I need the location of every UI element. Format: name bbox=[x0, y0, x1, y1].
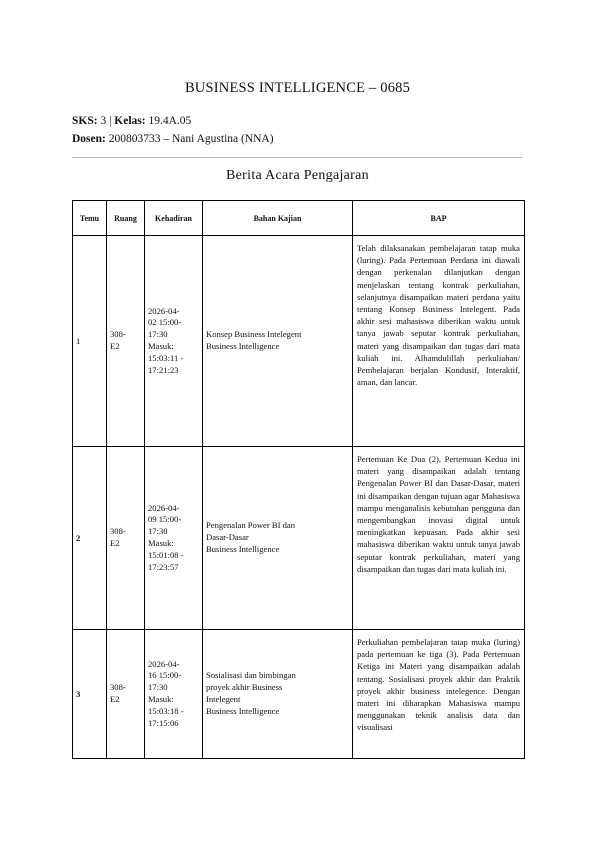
header-bap: BAP bbox=[353, 201, 525, 236]
temu-cell: 1 bbox=[73, 236, 107, 447]
bahan-kajian-cell bbox=[203, 447, 353, 630]
section-title: Berita Acara Pengajaran bbox=[226, 168, 369, 183]
bahan-line: Konsep Business Intelegent bbox=[206, 329, 302, 340]
kehadiran-line: 17:30 bbox=[148, 526, 168, 537]
kehadiran-cell bbox=[145, 236, 203, 447]
bap-cell: Telah dilaksanakan pembelajaran tatap muka (luring). Pada Pertemuan Perdana ini diawali dengan perkenalan dilanjutkan dengan menjelaskan tentang kontrak perkuliahan, selanjutnya disampaikan materi perdana yaitu tentang Konsep Business Intelegent. Pada akhir sesi mahasiswa diberikan waktu untuk tanya jawab seputar kontrak perkuliahan, materi yang disampaikan dan tugas dari mata kuliah ini. Alhamdulillah perkuliahan/ Pembelajaran berjalan Kondusif, Interaktif, aman, dan lancar. bbox=[353, 236, 525, 447]
bahan-line: Dasar-Dasar bbox=[206, 532, 249, 543]
bahan-line: proyek akhir Business bbox=[206, 682, 283, 693]
kehadiran-cell bbox=[145, 447, 203, 630]
ruang-line: 308- bbox=[110, 526, 126, 537]
dosen-label: Dosen: bbox=[72, 133, 106, 145]
kehadiran-line: Masuk: bbox=[148, 341, 174, 351]
kehadiran-line: 02 15:00- bbox=[148, 317, 182, 328]
kelas-value: 19.4A.05 bbox=[148, 115, 192, 127]
kehadiran-line: 09 15:00- bbox=[148, 514, 182, 525]
temu-cell: 3 bbox=[73, 630, 107, 759]
header-kehadiran: Kehadiran bbox=[145, 201, 203, 236]
bap-cell: Perkuliahan pembelajaran tatap muka (luring) pada pertemuan ke tiga (3). Pada Pertemuan Ketiga ini Materi yang disampaikan adalah tentang. Sosialisasi proyek akhir dan Praktik proyek akhir business intelegence. Dengan materi ini diharapkan Mahasiswa mampu menggunakan teknik analisis data dan visualisasi bbox=[353, 630, 525, 759]
ruang-cell bbox=[107, 236, 145, 447]
ruang-line: 308- bbox=[110, 329, 126, 340]
temu-cell: 2 bbox=[73, 447, 107, 630]
table-row bbox=[73, 630, 525, 759]
ruang-line: E2 bbox=[110, 538, 120, 548]
header-ruang: Ruang bbox=[107, 201, 145, 236]
kehadiran-line: Masuk: bbox=[148, 538, 174, 548]
bahan-kajian-cell bbox=[203, 630, 353, 759]
bahan-line: Sosialisasi dan bimbingan bbox=[206, 670, 296, 681]
kehadiran-line: 2026-04- bbox=[148, 658, 180, 669]
bahan-line: Business Intelligence bbox=[206, 543, 280, 554]
table-row bbox=[73, 447, 525, 630]
divider bbox=[72, 157, 523, 158]
ruang-line: 308- bbox=[110, 682, 126, 693]
kehadiran-line: 2026-04- bbox=[148, 502, 180, 513]
kehadiran-cell bbox=[145, 630, 203, 759]
bahan-line: Pengenalan Power BI dan bbox=[206, 520, 296, 531]
kehadiran-line: 2026-04- bbox=[148, 305, 180, 316]
header-bahan-kajian: Bahan Kajian bbox=[203, 201, 353, 236]
header-temu: Temu bbox=[73, 201, 107, 236]
kelas-label: Kelas: bbox=[114, 115, 146, 127]
kehadiran-line: 17:21:23 bbox=[148, 364, 179, 375]
ruang-cell bbox=[107, 630, 145, 759]
kehadiran-line: 17:30 bbox=[148, 682, 168, 693]
bap-table bbox=[72, 200, 525, 759]
ruang-line: E2 bbox=[110, 694, 120, 704]
bahan-line: Business Intelligence bbox=[206, 705, 280, 716]
kehadiran-line: 16 15:00- bbox=[148, 670, 182, 681]
kehadiran-line: 17:23:57 bbox=[148, 561, 179, 572]
course-title: BUSINESS INTELLIGENCE – 0685 bbox=[184, 80, 411, 96]
ruang-cell bbox=[107, 447, 145, 630]
bap-cell: Pertemuan Ke Dua (2), Pertemuan Kedua ini materi yang disampaikan adalah tentang Pengenalan Power BI dan Dasar-Dasar, materi ini disampaikan dengan tujuan agar Mahasiswa mampu menganalisis kebutuhan pengguna dan mengembangkan inovasi digital untuk meningkatkan kepuasan. Pada akhir sesi mahasiswa diberikan waktu untuk tanya jawab seputar kontrak perkuliahan, materi yang disampaikan dan tugas dari mata kuliah ini. bbox=[353, 447, 525, 630]
table-header-row bbox=[73, 201, 525, 236]
ruang-line: E2 bbox=[110, 341, 120, 351]
dosen-value: 200803733 – Nani Agustina (NNA) bbox=[108, 133, 274, 145]
kehadiran-line: 15:03:18 - bbox=[148, 705, 184, 716]
separator: | bbox=[109, 115, 112, 127]
bahan-line: Business Intelligence bbox=[206, 341, 280, 351]
kehadiran-line: 15:03:11 - bbox=[148, 352, 184, 363]
sks-label: SKS: bbox=[72, 115, 98, 127]
sks-value: 3 bbox=[100, 115, 107, 127]
kehadiran-line: Masuk: bbox=[148, 694, 174, 704]
bahan-kajian-cell bbox=[203, 236, 353, 447]
kehadiran-line: 17:30 bbox=[148, 329, 168, 340]
table-row bbox=[73, 236, 525, 447]
kehadiran-line: 17:15:06 bbox=[148, 717, 179, 728]
dosen-line bbox=[72, 133, 274, 145]
bahan-line: Intelegent bbox=[206, 694, 241, 704]
sks-kelas-line bbox=[72, 115, 191, 127]
kehadiran-line: 15:01:08 - bbox=[148, 549, 184, 560]
